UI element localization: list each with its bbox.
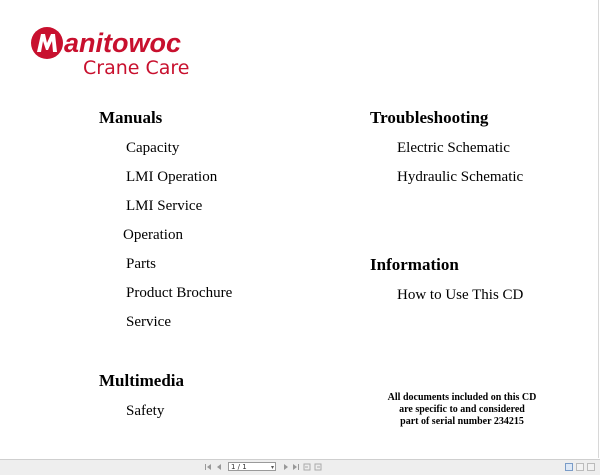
notice-line-2: are specific to and considered bbox=[399, 404, 525, 415]
troubleshooting-heading: Troubleshooting bbox=[370, 108, 489, 127]
link-parts[interactable]: Parts bbox=[126, 256, 156, 272]
next-page-icon[interactable] bbox=[282, 463, 290, 471]
link-capacity[interactable]: Capacity bbox=[126, 140, 180, 156]
facing-icon[interactable] bbox=[587, 463, 595, 471]
page-indicator: 1 / 1 bbox=[231, 463, 247, 471]
last-page-icon[interactable] bbox=[292, 463, 300, 471]
notice-line-3: part of serial number 234215 bbox=[400, 416, 524, 427]
manitowoc-m-logo-icon bbox=[30, 26, 66, 60]
continuous-icon[interactable] bbox=[576, 463, 584, 471]
chevron-down-icon: ▾ bbox=[270, 464, 274, 471]
first-page-icon[interactable] bbox=[204, 463, 212, 471]
link-hydraulic-schematic[interactable]: Hydraulic Schematic bbox=[397, 169, 524, 185]
forward-view-icon[interactable] bbox=[314, 463, 322, 471]
logo-wordmark: anitowoc bbox=[64, 28, 182, 58]
link-lmi-operation[interactable]: LMI Operation bbox=[126, 169, 218, 185]
single-page-icon[interactable] bbox=[565, 463, 573, 471]
manitowoc-logo bbox=[30, 22, 200, 82]
link-lmi-service[interactable]: LMI Service bbox=[126, 198, 203, 214]
back-view-icon[interactable] bbox=[303, 463, 311, 471]
previous-page-icon[interactable] bbox=[215, 463, 223, 471]
link-operation[interactable]: Operation bbox=[123, 227, 183, 243]
information-heading: Information bbox=[370, 255, 459, 274]
notice-line-1: All documents included on this CD bbox=[387, 392, 537, 403]
link-how-to-use-this-cd[interactable]: How to Use This CD bbox=[397, 287, 524, 303]
serial-number-notice bbox=[370, 392, 554, 428]
page-number-input[interactable] bbox=[228, 462, 276, 471]
manuals-heading: Manuals bbox=[99, 108, 163, 127]
link-service[interactable]: Service bbox=[126, 314, 171, 330]
link-product-brochure[interactable]: Product Brochure bbox=[126, 285, 233, 301]
logo-subtitle: Crane Care bbox=[83, 57, 190, 79]
viewer-toolbar bbox=[0, 459, 600, 475]
multimedia-heading: Multimedia bbox=[99, 371, 184, 390]
link-electric-schematic[interactable]: Electric Schematic bbox=[397, 140, 510, 156]
link-safety[interactable]: Safety bbox=[126, 403, 165, 419]
